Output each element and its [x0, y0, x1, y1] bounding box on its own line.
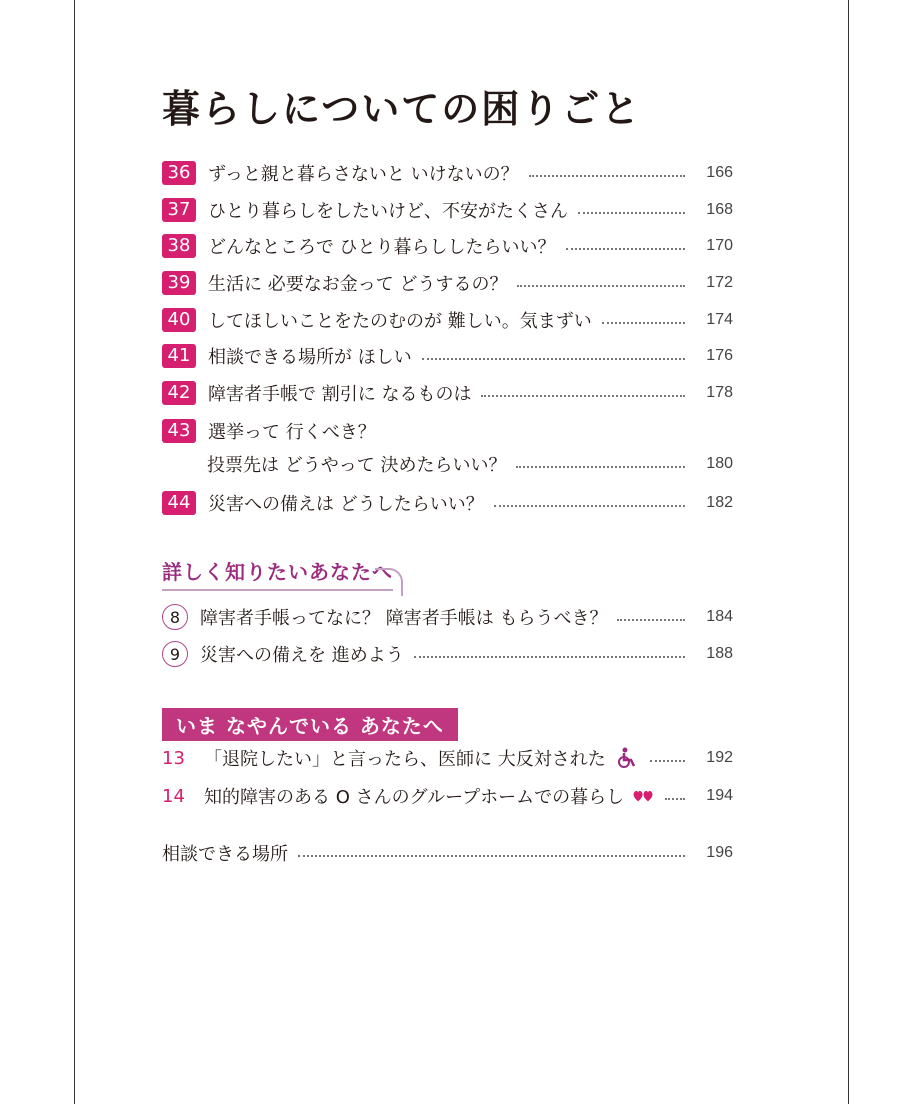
- story-number: 13: [162, 747, 185, 769]
- item-text: 障害者手帳ってなに？ 障害者手帳は もらうべき？: [200, 608, 608, 629]
- dot-leader: [566, 248, 685, 250]
- dot-leader: [617, 619, 685, 621]
- page-number: 188: [706, 645, 733, 662]
- hearts-icon: [632, 785, 655, 807]
- toc-item[interactable]: [162, 233, 733, 259]
- item-text: 「退院したい」と言ったら、医師に 大反対された: [204, 749, 606, 770]
- page-number: 182: [706, 494, 733, 511]
- detail-item[interactable]: [162, 641, 733, 667]
- page-number: 178: [706, 384, 733, 401]
- dot-leader: [422, 358, 685, 360]
- item-number: 44: [162, 491, 196, 515]
- toc-item[interactable]: [162, 160, 733, 186]
- dot-leader: [665, 798, 685, 800]
- page-number: 176: [706, 347, 733, 364]
- title-text: 暮らしについての困りごと: [162, 87, 642, 131]
- item-text: 知的障害のある O さんのグループホームでの暮らし: [204, 787, 625, 808]
- item-text: 生活に 必要なお金って どうするの？: [208, 274, 508, 295]
- page-number: 166: [706, 164, 733, 181]
- item-text: してほしいことをたのむのが 難しい。気まずい: [208, 311, 592, 332]
- toc-item[interactable]: [162, 343, 733, 369]
- circle-number: 8: [162, 604, 188, 630]
- toc-item[interactable]: [162, 380, 733, 406]
- item-number: 36: [162, 161, 196, 185]
- page-number: 192: [706, 749, 733, 766]
- toc-item[interactable]: [162, 197, 733, 223]
- item-text: 災害への備えを 進めよう: [200, 645, 404, 666]
- page-number: 170: [706, 237, 733, 254]
- page-number: 174: [706, 311, 733, 328]
- dot-leader: [650, 760, 685, 762]
- dot-leader: [517, 285, 685, 287]
- section-heading-stories: いま なやんでいる あなたへ: [162, 708, 458, 741]
- item-number: 37: [162, 198, 196, 222]
- toc-item[interactable]: [162, 418, 695, 444]
- page-number: 194: [706, 787, 733, 804]
- dot-leader: [529, 175, 685, 177]
- section-heading-details: 詳しく知りたいあなたへ: [162, 556, 393, 591]
- story-item[interactable]: [162, 783, 733, 809]
- circle-number: 9: [162, 641, 188, 667]
- item-text: 相談できる場所が ほしい: [208, 347, 412, 368]
- item-text: 投票先は どうやって 決めたらいい？: [207, 455, 507, 476]
- toc-item-continued[interactable]: [207, 451, 733, 477]
- toc-item[interactable]: [162, 490, 733, 516]
- dot-leader: [481, 395, 685, 397]
- item-number: 39: [162, 271, 196, 295]
- dot-leader: [578, 212, 685, 214]
- item-number: 41: [162, 344, 196, 368]
- page-number: 168: [706, 201, 733, 218]
- dot-leader: [414, 656, 685, 658]
- page-number: 196: [706, 844, 733, 861]
- item-text: ずっと親と暮らさないと いけないの？: [208, 164, 519, 185]
- item-number: 40: [162, 308, 196, 332]
- page-number: 172: [706, 274, 733, 291]
- toc-item[interactable]: [162, 270, 733, 296]
- item-number: 42: [162, 381, 196, 405]
- item-text: どんなところで ひとり暮らししたらいい？: [208, 237, 556, 258]
- item-number: 38: [162, 234, 196, 258]
- story-number: 14: [162, 785, 185, 807]
- dot-leader: [516, 466, 685, 468]
- dot-leader: [298, 855, 685, 857]
- dot-leader: [602, 322, 685, 324]
- page-number: 180: [706, 455, 733, 472]
- item-text: 災害への備えは どうしたらいい？: [208, 494, 484, 515]
- page-title: [162, 78, 641, 133]
- page-number: 184: [706, 608, 733, 625]
- item-text: ひとり暮らしをしたいけど、不安がたくさん: [208, 201, 568, 222]
- item-text: 相談できる場所: [162, 844, 288, 865]
- footer-item[interactable]: [162, 840, 733, 866]
- story-item[interactable]: [162, 745, 733, 771]
- dot-leader: [494, 505, 685, 507]
- item-text: 障害者手帳で 割引に なるものは: [208, 384, 472, 405]
- wheelchair-icon: [614, 747, 640, 769]
- item-number: 43: [162, 419, 196, 443]
- toc-item[interactable]: [162, 307, 733, 333]
- item-text: 選挙って 行くべき？: [208, 422, 376, 443]
- detail-item[interactable]: [162, 604, 733, 630]
